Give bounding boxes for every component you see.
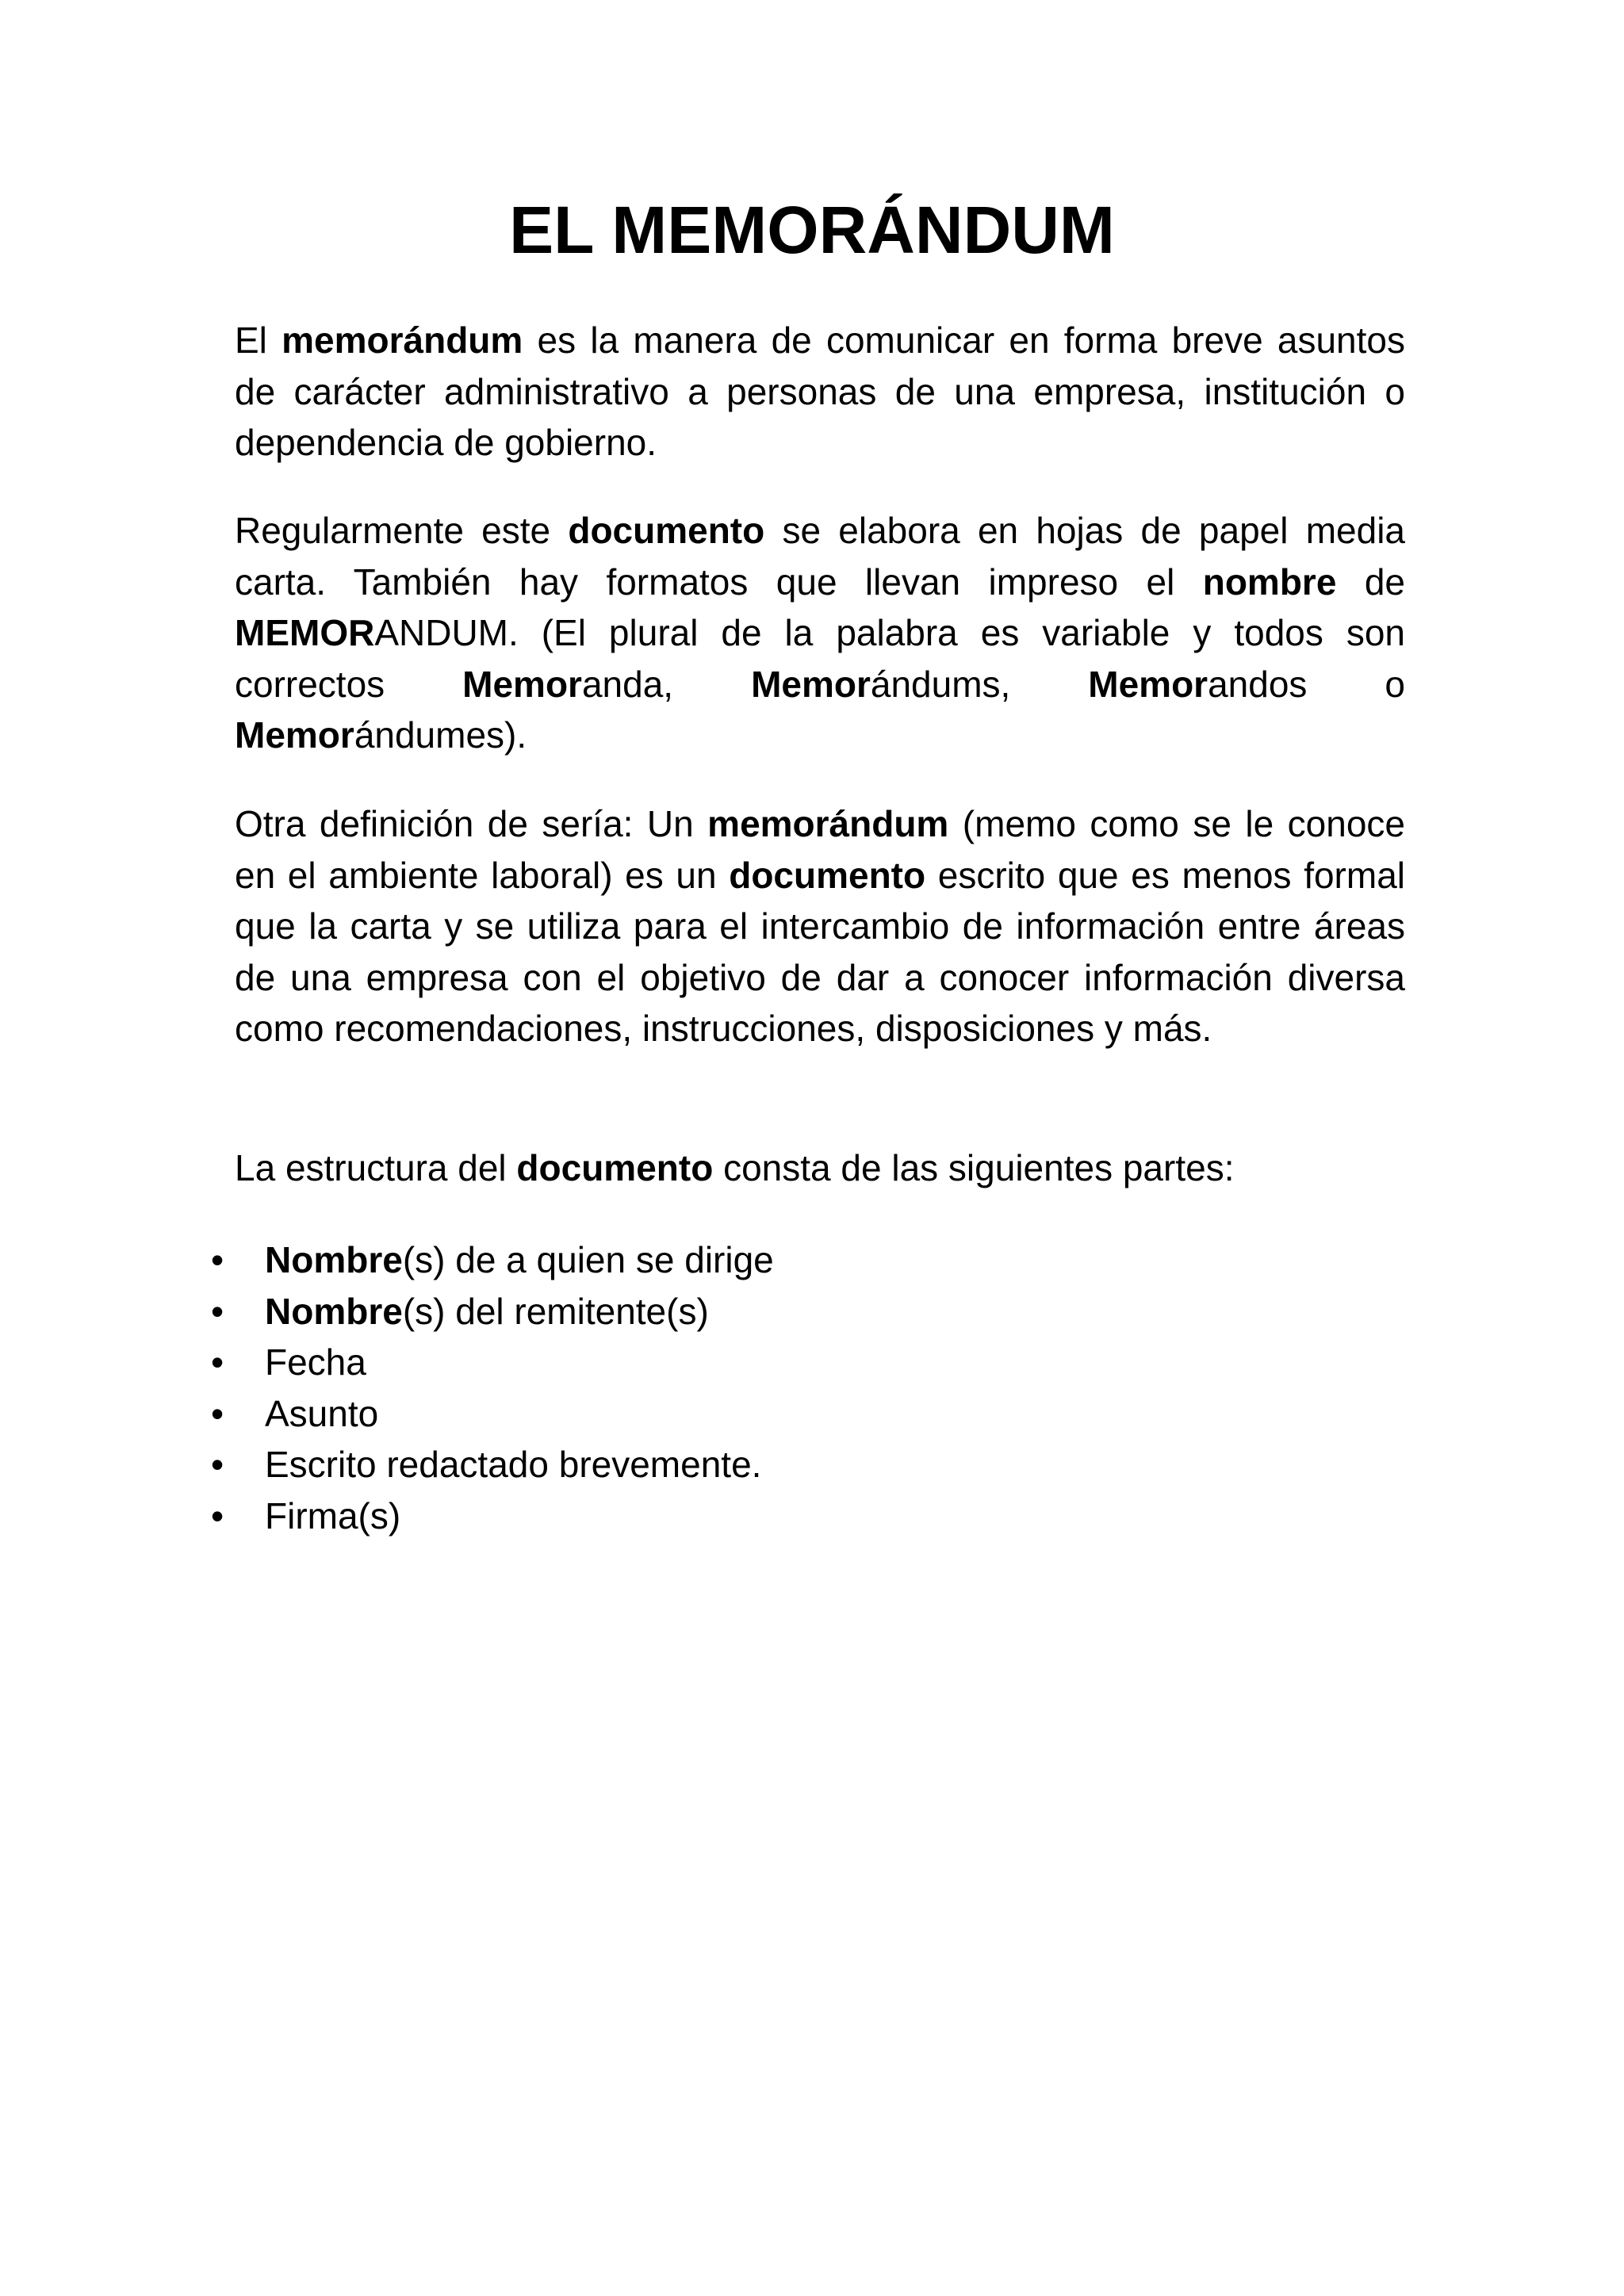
list-item-text: Asunto [265, 1392, 379, 1434]
paragraph-structure-intro [235, 1142, 1405, 1194]
bullet-icon: • [211, 1239, 224, 1280]
list-item [0, 1490, 1624, 1542]
bold-term: Nombre [265, 1290, 403, 1332]
list-item-text: (s) de a quien se dirige [402, 1239, 774, 1280]
bold-term: Memor [751, 663, 871, 705]
bold-term: Memor [235, 714, 354, 756]
text-run: es la manera de comunicar en forma breve asuntos de carácter administrativo a personas de una empresa, institución o dependencia de gobierno. [235, 320, 1405, 463]
bullet-icon: • [211, 1392, 224, 1434]
bullet-icon: • [211, 1444, 224, 1485]
bullet-icon: • [211, 1341, 224, 1383]
document-title: EL MEMORÁNDUM [509, 193, 1115, 267]
bold-term: Nombre [265, 1239, 403, 1280]
text-run: escrito que es menos formal que la carta y se utiliza para el intercambio de información entre áreas de una empresa con el objetivo de dar a conocer información diversa como recomendaciones, instrucciones, disposiciones y más. [235, 854, 1406, 1049]
paragraph-other-definition [235, 798, 1405, 1054]
bold-term: documento [568, 510, 765, 551]
bold-term: memorándum [282, 320, 523, 361]
list-item [0, 1234, 1624, 1286]
paragraph-definition [235, 315, 1405, 469]
text-run: Otra definición de sería: Un [235, 803, 708, 844]
list-item [0, 1388, 1624, 1440]
list-item-text: Escrito redactado brevemente. [265, 1444, 762, 1485]
text-run: (memo como se le conoce en el ambiente laboral) es un [235, 803, 1405, 896]
bullet-icon: • [211, 1290, 224, 1332]
bold-term: memorándum [707, 803, 949, 844]
list-item-text: Fecha [265, 1341, 366, 1383]
text-run: Regularmente este [235, 510, 569, 551]
list-item [0, 1286, 1624, 1337]
text-run: La estructura del [235, 1147, 517, 1188]
list-item-text: (s) del remitente(s) [402, 1290, 709, 1332]
bold-term: Memor [1088, 663, 1208, 705]
list-item-text: Firma(s) [265, 1494, 401, 1536]
paragraph-format [235, 505, 1405, 761]
list-item [0, 1337, 1624, 1388]
text-run: andos o [1208, 663, 1405, 705]
text-run: ándums, [870, 663, 1089, 705]
bullet-icon: • [211, 1494, 224, 1536]
text-run: de [1336, 561, 1405, 603]
structure-list [0, 1234, 1624, 1541]
text-run: ANDUM. (El plural de la palabra es variable y todos son correctos [235, 612, 1405, 705]
list-item [0, 1439, 1624, 1490]
text-run: anda, [581, 663, 752, 705]
bold-term: nombre [1202, 561, 1337, 603]
bold-term: documento [729, 854, 926, 896]
bold-term: documento [516, 1147, 714, 1188]
text-run: El [235, 320, 282, 361]
bold-term: MEMOR [235, 612, 375, 653]
text-run: consta de las siguientes partes: [713, 1147, 1235, 1188]
text-run: se elabora en hojas de papel media carta. También hay formatos que llevan impreso el [235, 510, 1405, 603]
bold-term: Memor [462, 663, 582, 705]
text-run: ándumes). [354, 714, 527, 756]
